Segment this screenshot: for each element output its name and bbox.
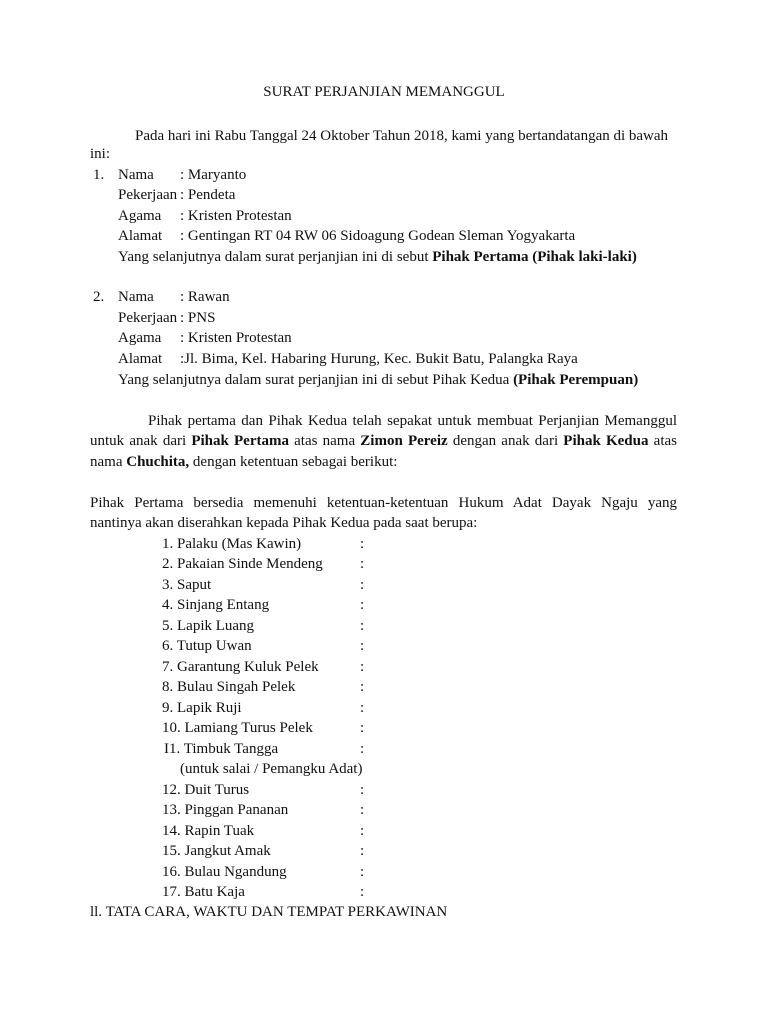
list-item-label: 7. Garantung Kuluk Pelek [162,659,319,675]
list-item-colon: : [360,782,365,798]
list-item-colon: : [360,556,365,572]
list-item-colon: : [360,802,365,818]
list-item-colon: : [360,679,365,695]
agreement-text: dengan ketentuan sebagai berikut: [189,454,398,470]
list-item-label: 10. Lamiang Turus Pelek [162,720,313,736]
intro-line-1: Pada hari ini Rabu Tanggal 24 Oktober Tahun 2018, kami yang bertandatangan di bawah [135,128,669,144]
party-1-designation-text: Yang selanjutnya dalam surat perjanjian ini di sebut [118,249,433,265]
list-item-colon: : [360,618,365,634]
party-2-designation-bold: (Pihak Perempuan) [513,372,639,388]
list-item-colon: : [360,720,365,736]
list-item-note: (untuk salai / Pemangku Adat) [180,761,363,777]
list-item-colon: : [360,864,365,880]
list-item-label: 2. Pakaian Sinde Mendeng [162,556,323,572]
list-item-label: 14. Rapin Tuak [162,823,255,839]
list-item-colon: : [360,700,365,716]
list-item-label: 8. Bulau Singah Pelek [162,679,296,695]
party-1-number: 1. [93,167,105,183]
party-2-job-label: Pekerjaan [118,310,178,326]
party-2-designation [118,371,638,389]
list-item-colon: : [360,536,365,552]
list-item-colon: : [360,597,365,613]
section-2-heading: ll. TATA CARA, WAKTU DAN TEMPAT PERKAWINAN [90,904,448,920]
list-item-label: 13. Pinggan Pananan [162,802,289,818]
party-2-religion-value: : Kristen Protestan [180,330,292,346]
party-1-religion-label: Agama [118,208,162,224]
party-1-name-label: Nama [118,167,154,183]
party-1-address-label: Alamat [118,228,163,244]
list-item-label: I1. Timbuk Tangga [164,741,279,757]
document-title: SURAT PERJANJIAN MEMANGGUL [263,84,505,100]
party-2-religion-label: Agama [118,330,162,346]
party-2-address-label: Alamat [118,351,163,367]
agreement-groom-name: Zimon Pereiz [360,433,448,449]
agreement-line-1: Pihak pertama dan Pihak Kedua telah sepakat untuk membuat Perjanjian Memanggul [148,413,677,429]
party-1-job-value: : Pendeta [180,187,236,203]
list-item-colon: : [360,843,365,859]
list-item-colon: : [360,638,365,654]
party-2-name-label: Nama [118,289,154,305]
list-item-colon: : [360,823,365,839]
party-1-job-label: Pekerjaan [118,187,178,203]
agreement-party-1: Pihak Pertama [191,433,289,449]
list-item-colon: : [360,659,365,675]
agreement-text: atas nama [288,433,361,449]
party-2-name-value: : Rawan [180,289,230,305]
party-1-religion-value: : Kristen Protestan [180,208,292,224]
party-2-designation-text: Yang selanjutnya dalam surat perjanjian ini di sebut Pihak Kedua [118,372,514,388]
list-item-label: 9. Lapik Ruji [162,700,242,716]
list-item-label: 4. Sinjang Entang [162,597,270,613]
party-1-designation [118,248,637,266]
list-item-label: 12. Duit Turus [162,782,250,798]
list-item-colon: : [360,577,365,593]
list-item-label: 1. Palaku (Mas Kawin) [162,536,302,552]
list-item-label: 16. Bulau Ngandung [162,864,287,880]
list-item-colon: : [360,884,365,900]
agreement-text: nama [90,454,127,470]
list-item-colon: : [360,741,365,757]
obligation-line-2: nantinya akan diserahkan kepada Pihak Kedua pada saat berupa: [90,515,478,531]
obligation-line-1: Pihak Pertama bersedia memenuhi ketentuan-ketentuan Hukum Adat Dayak Ngaju yang [90,495,677,511]
agreement-text: dengan anak dari [447,433,564,449]
party-2-job-value: : PNS [180,310,216,326]
agreement-bride-name: Chuchita, [126,454,190,470]
intro-line-2: ini: [90,146,111,162]
agreement-line-3 [90,453,397,471]
list-item-label: 3. Saput [162,577,212,593]
agreement-party-2: Pihak Kedua [563,433,649,449]
party-2-address-value: :Jl. Bima, Kel. Habaring Hurung, Kec. Bukit Batu, Palangka Raya [180,351,578,367]
agreement-line-2 [90,432,677,450]
agreement-text: untuk anak dari [90,433,192,449]
list-item-label: 17. Batu Kaja [162,884,245,900]
party-1-address-value: : Gentingan RT 04 RW 06 Sidoagung Godean Sleman Yogyakarta [180,228,576,244]
party-1-designation-bold: Pihak Pertama (Pihak laki-laki) [432,249,637,265]
party-2-number: 2. [93,289,105,305]
list-item-label: 5. Lapik Luang [162,618,255,634]
list-item-label: 6. Tutup Uwan [162,638,252,654]
agreement-text: atas [648,433,677,449]
party-1-name-value: : Maryanto [180,167,247,183]
list-item-label: 15. Jangkut Amak [162,843,271,859]
